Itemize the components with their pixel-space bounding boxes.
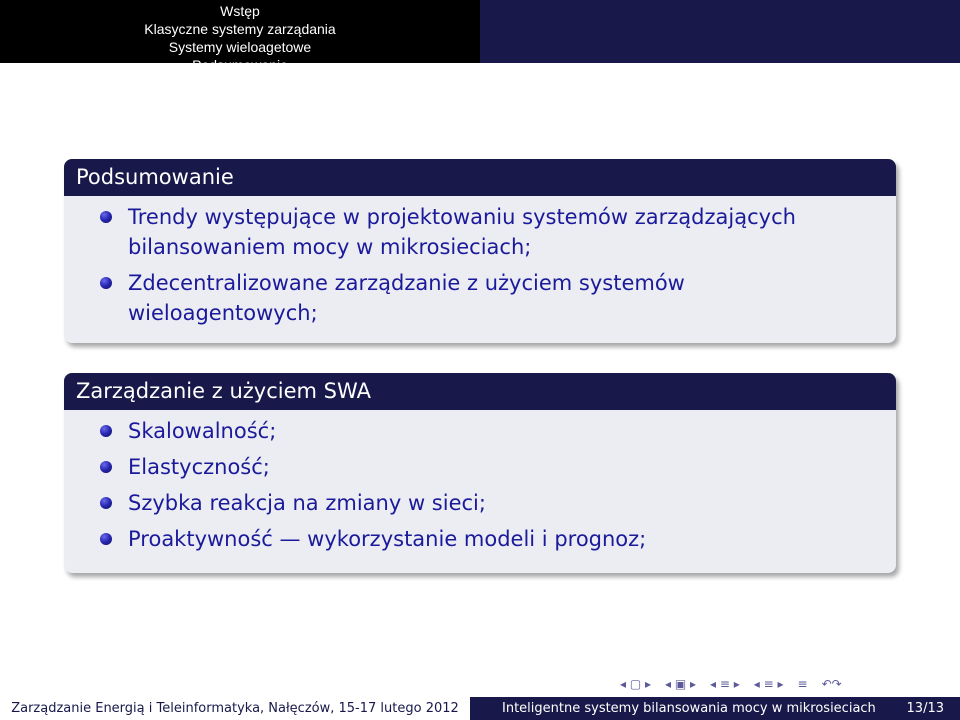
- block-body: [64, 410, 896, 568]
- block-body: [64, 196, 896, 342]
- list-item-text: Trendy występujące w projektowaniu systemów zarządzających bilansowaniem mocy w mikrosieciach;: [128, 205, 796, 259]
- section-nav: [0, 2, 480, 74]
- list-item: [64, 452, 896, 482]
- list-item: [64, 202, 896, 262]
- doc-nav-icon[interactable]: ◂ ≡ ▸: [753, 677, 784, 691]
- bullet-icon: [100, 277, 112, 289]
- outline-icon[interactable]: ≡: [797, 677, 808, 691]
- nav-item-podsumowanie[interactable]: Podsumowanie: [192, 57, 288, 73]
- block-title: Zarządzanie z użyciem SWA: [64, 373, 896, 410]
- list-item: [64, 524, 896, 554]
- summary-block: [64, 159, 896, 343]
- swa-block: [64, 373, 896, 573]
- list-item-text: Zdecentralizowane zarządzanie z użyciem systemów wieloagentowych;: [128, 271, 685, 325]
- footer-title: Inteligentne systemy bilansowania mocy w mikrosieciach: [502, 701, 876, 716]
- list-item-text: Szybka reakcja na zmiany w sieci;: [128, 491, 486, 515]
- list-item-text: Skalowalność;: [128, 419, 277, 443]
- nav-item-wstep[interactable]: Wstęp: [220, 3, 260, 19]
- subsection-nav-icon[interactable]: ◂ ▣ ▸: [665, 677, 697, 691]
- list-item: [64, 488, 896, 518]
- back-forward-icon[interactable]: ↶↷: [821, 677, 842, 691]
- footer-event: Zarządzanie Energią i Teleinformatyka, Nałęczów, 15-17 lutego 2012: [0, 697, 470, 720]
- footer-bar: [0, 697, 960, 720]
- bullet-icon: [100, 497, 112, 509]
- nav-item-wieloagetowe[interactable]: Systemy wieloagetowe: [168, 39, 312, 55]
- bullet-icon: [100, 533, 112, 545]
- page-number: 13/13: [906, 701, 944, 716]
- bullet-icon: [100, 425, 112, 437]
- header-right: [480, 0, 960, 63]
- header-bar: [0, 0, 960, 73]
- bullet-icon: [100, 211, 112, 223]
- footer-right: [470, 697, 960, 720]
- list-item: [64, 416, 896, 446]
- list-item: [64, 268, 896, 328]
- list-item-text: Proaktywność — wykorzystanie modeli i prognoz;: [128, 527, 647, 551]
- frame-nav-icon[interactable]: ◂ ▢ ▸: [620, 677, 652, 691]
- section-nav-icon[interactable]: ◂ ≡ ▸: [710, 677, 740, 691]
- bullet-icon: [100, 461, 112, 473]
- beamer-nav-controls: [620, 676, 842, 692]
- list-item-text: Elastyczność;: [128, 455, 270, 479]
- nav-item-klasyczne[interactable]: Klasyczne systemy zarządania: [144, 21, 336, 37]
- block-title: Podsumowanie: [64, 159, 896, 196]
